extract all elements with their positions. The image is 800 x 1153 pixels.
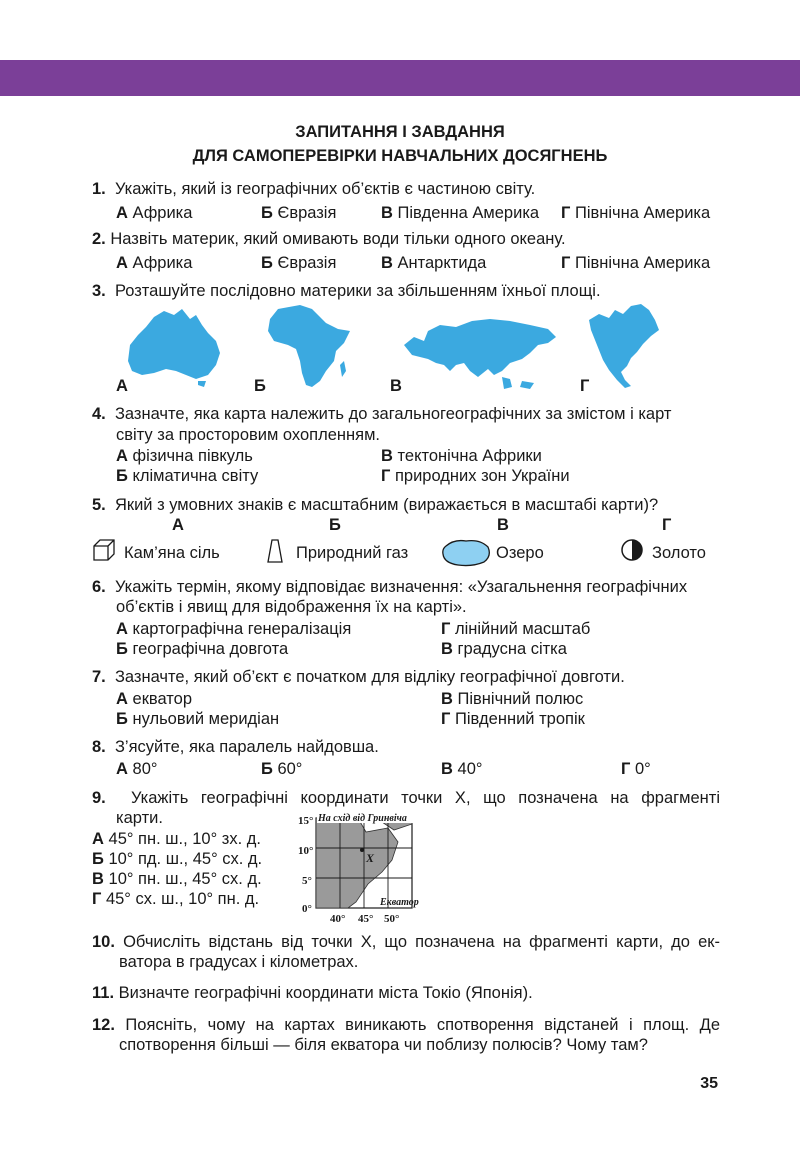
option: А фізична півкуль — [116, 447, 253, 465]
y-tick: 5° — [302, 875, 312, 887]
symbol-letter: Б — [329, 516, 341, 534]
question-2-text: 2. Назвіть материк, який омивають води тільки одного океану. — [92, 230, 566, 248]
symbol-letter: В — [497, 516, 509, 534]
symbol-label: Золото — [652, 544, 706, 562]
question-9-text: 9. Укажіть географічні координати точки Х, що позначена на фрагменті — [92, 789, 720, 807]
question-9-text-cont: карти. — [116, 809, 163, 827]
lake-icon — [440, 538, 492, 568]
map-label: В — [390, 377, 402, 395]
option: Б Євразія — [261, 204, 337, 222]
y-tick: 15° — [298, 815, 314, 827]
map-label: А — [116, 377, 128, 395]
x-tick: 40° — [330, 913, 346, 925]
question-10-text-cont: ватора в градусах і кілометрах. — [119, 953, 359, 971]
page-title — [0, 120, 800, 168]
point-x-marker — [360, 848, 364, 852]
question-12-text-cont: спотворення більші — біля екватора чи поблизу полюсів? Чому там? — [119, 1036, 648, 1054]
option: Г лінійний масштаб — [441, 620, 591, 638]
header-bar — [0, 60, 800, 96]
option: Г 45° сх. ш., 10° пн. д. — [92, 890, 260, 908]
africa-map-icon — [264, 303, 354, 391]
map-label: Б — [254, 377, 266, 395]
symbol-label: Озеро — [496, 544, 544, 562]
option: А картографічна генералізація — [116, 620, 352, 638]
north-america-map-icon — [585, 300, 665, 392]
option: А 45° пн. ш., 10° зх. д. — [92, 830, 261, 848]
australia-map-icon — [124, 305, 224, 387]
eurasia-map-icon — [398, 315, 558, 393]
cube-icon — [92, 538, 116, 562]
question-5-text: 5. Який з умовних знаків є масштабним (виражається в масштабі карти)? — [92, 496, 659, 514]
option: В Південна Америка — [381, 204, 540, 222]
map-label: Г — [580, 377, 590, 395]
title-line-1: ЗАПИТАННЯ І ЗАВДАННЯ — [295, 123, 505, 141]
option: А Африка — [116, 254, 193, 272]
question-8-text: 8. З’ясуйте, яка паралель найдовша. — [92, 738, 379, 756]
question-11: 11. Визначте географічні координати міста Токіо (Японія). — [92, 984, 533, 1002]
question-10-text: 10. Обчисліть відстань від точки Х, що позначена на фрагменті карти, до ек- — [92, 933, 720, 951]
question-4-text-cont: світу за просторовим охопленням. — [116, 426, 380, 444]
x-tick: 50° — [384, 913, 400, 925]
page-number: 35 — [700, 1075, 718, 1092]
x-tick: 45° — [358, 913, 374, 925]
option: А екватор — [116, 690, 193, 708]
question-6-text-cont: об’єктів і явищ для відображення їх на карті». — [116, 598, 467, 616]
y-tick: 10° — [298, 845, 314, 857]
option: В тектонічна Африки — [381, 447, 542, 465]
option: Г 0° — [621, 760, 651, 778]
option: В 40° — [441, 760, 483, 778]
option: В Антарктида — [381, 254, 487, 272]
question-1-text: 1. Укажіть, який із географічних об’єктів є частиною світу. — [92, 180, 536, 198]
question-4-text: 4. Зазначте, яка карта належить до загальногеографічних за змістом і карт — [92, 405, 672, 423]
question-7-text: 7. Зазначте, який об’єкт є початком для відліку географічної довготи. — [92, 668, 625, 686]
question-6-text: 6. Укажіть термін, якому відповідає визначення: «Узагальнення географічних — [92, 578, 688, 596]
option: Б Євразія — [261, 254, 337, 272]
point-x-label: X — [366, 851, 375, 865]
option: Г Північна Америка — [561, 254, 711, 272]
map-caption: На схід від Гринвіча — [318, 813, 407, 824]
option: Б нульовий меридіан — [116, 710, 280, 728]
equator-label: Екватор — [380, 897, 419, 908]
option: Г Північна Америка — [561, 204, 711, 222]
option: В градусна сітка — [441, 640, 567, 658]
option: А Африка — [116, 204, 193, 222]
option: А 80° — [116, 760, 158, 778]
question-3-text: 3. Розташуйте послідовно материки за збільшенням їхньої площі. — [92, 282, 601, 300]
title-line-2: ДЛЯ САМОПЕРЕВІРКИ НАВЧАЛЬНИХ ДОСЯГНЕНЬ — [192, 147, 608, 165]
option: В Північний полюс — [441, 690, 584, 708]
symbol-label: Природний газ — [296, 544, 409, 562]
symbol-letter: А — [172, 516, 184, 534]
option: Б 10° пд. ш., 45° сх. д. — [92, 850, 263, 868]
option: Г Південний тропік — [441, 710, 585, 728]
option: Б кліматична світу — [116, 467, 259, 485]
question-12-text: 12. Поясніть, чому на картах виникають спотворення відстаней і площ. Де — [92, 1016, 720, 1034]
coordinate-map — [296, 810, 426, 925]
half-circle-icon — [620, 538, 644, 562]
option: В 10° пн. ш., 45° сх. д. — [92, 870, 262, 888]
option: Б географічна довгота — [116, 640, 289, 658]
option: Г природних зон України — [381, 467, 570, 485]
symbol-letter: Г — [662, 516, 672, 534]
y-tick: 0° — [302, 903, 312, 915]
option: Б 60° — [261, 760, 303, 778]
gas-icon — [266, 538, 284, 564]
symbol-label: Кам’яна сіль — [124, 544, 220, 562]
